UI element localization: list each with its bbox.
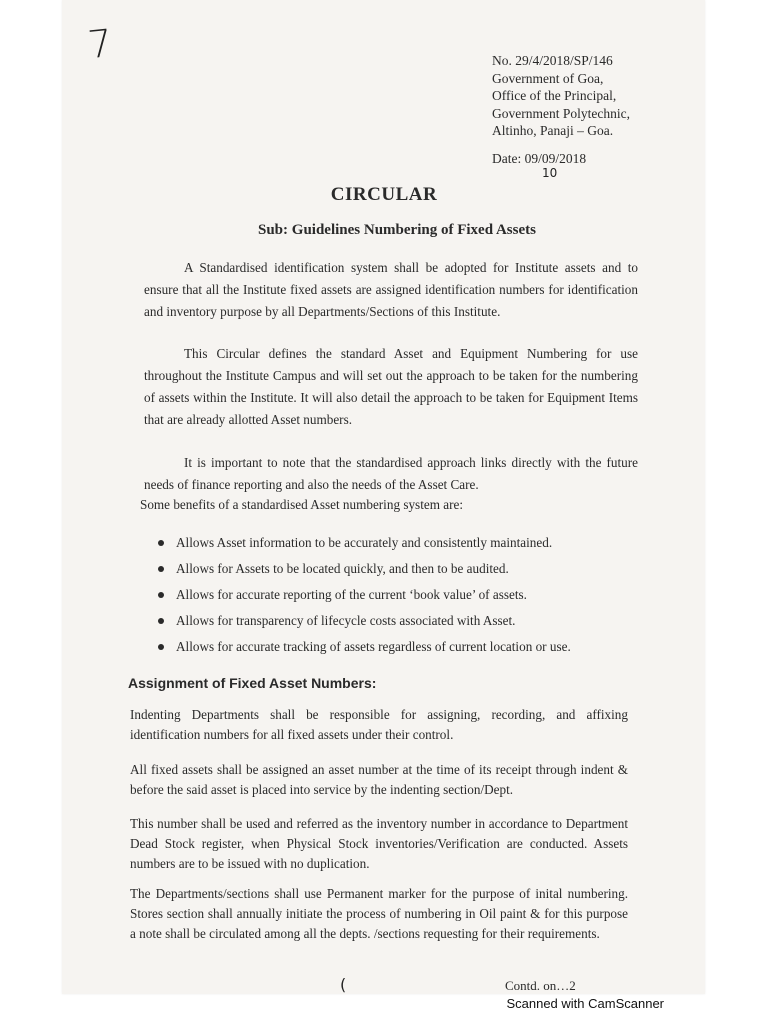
address-line: Altinho, Panaji – Goa. [492,123,614,138]
bullet-icon [158,644,164,650]
list-item [158,556,571,582]
list-item [158,608,571,634]
benefit-text: Allows for accurate tracking of assets regardless of current location or use. [176,639,571,654]
benefit-text: Allows for accurate reporting of the current ‘book value’ of assets. [176,587,527,602]
paragraph: It is important to note that the standardised approach links directly with the future needs of finance reporting and also the needs of the Asset Care. [144,455,638,492]
continued-note: Contd. on…2 [505,978,576,993]
circular-date: Date: 09/09/2018 [492,151,587,166]
header-address-block [492,52,630,140]
address-line: Office of the Principal, [492,88,617,103]
benefit-text: Allows for transparency of lifecycle costs associated with Asset. [176,613,516,628]
bullet-icon [158,618,164,624]
benefits-list [158,530,571,660]
paragraph: This Circular defines the standard Asset and Equipment Numbering for use throughout the Institute Campus and will set out the approach to be taken for the numbering of assets within the Institute. It will also detail the approach to be taken for Equipment Items that are already allotted Asset numbers. [144,346,638,427]
list-item [158,530,571,556]
handwritten-mark: 7 [85,20,115,68]
section-paragraph: The Departments/sections shall use Permanent marker for the purpose of inital numbering. Stores section shall annually initiate the process of numbering in Oil paint & for this purpose a note shall be circulated among all the depts. /sections requesting for their requirements. [130,886,628,941]
bullet-icon [158,592,164,598]
handwritten-tick: ( [340,975,347,994]
section-paragraph: This number shall be used and referred as the inventory number in accordance to Department Dead Stock register, when Physical Stock inventories/Verification are conducted. Assets numbers are to be issued with no duplication. [130,816,628,871]
scanner-watermark: Scanned with CamScanner [506,996,664,1011]
paragraph: A Standardised identification system shall be adopted for Institute assets and to ensure that all the Institute fixed assets are assigned identification numbers for identification and inventory purpose by all Departments/Sections of this Institute. [144,260,638,319]
list-item [158,634,571,660]
date-annotation: 10 [542,166,558,180]
bullet-icon [158,566,164,572]
bullet-icon [158,540,164,546]
reference-number: No. 29/4/2018/SP/146 [492,53,613,68]
circular-subject: Sub: Guidelines Numbering of Fixed Assets [258,222,536,238]
benefit-text: Allows Asset information to be accurately and consistently maintained. [176,535,553,550]
address-line: Government Polytechnic, [492,105,630,121]
section-paragraph: All fixed assets shall be assigned an asset number at the time of its receipt through indent & before the said asset is placed into service by the indenting section/Dept. [130,762,628,797]
address-line: Government of Goa, [492,70,604,86]
section-paragraph: Indenting Departments shall be responsible for assigning, recording, and affixing identification numbers for all fixed assets under their control. [130,707,628,742]
benefits-intro: Some benefits of a standardised Asset numbering system are: [140,497,464,512]
benefit-text: Allows for Assets to be located quickly, and then to be audited. [176,561,509,576]
circular-title: CIRCULAR [330,184,438,205]
list-item [158,582,571,608]
section-heading: Assignment of Fixed Asset Numbers: [128,675,377,691]
